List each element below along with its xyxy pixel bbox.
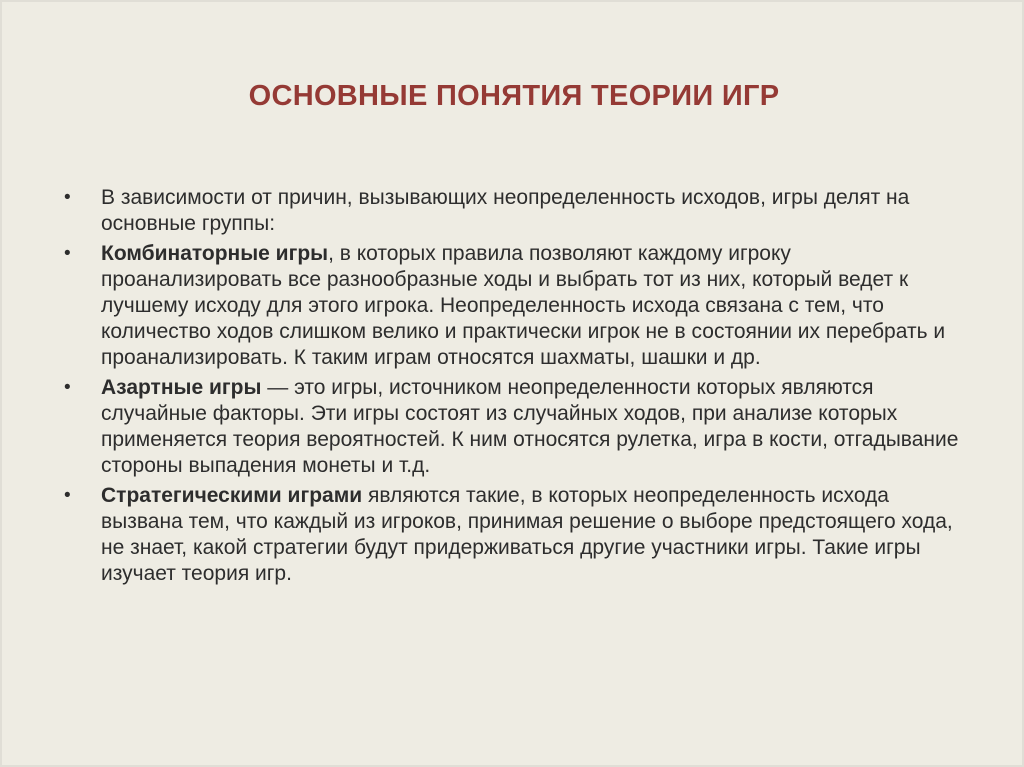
bullet-item-strategic [64, 483, 964, 587]
bullet-item-combinatorial [64, 241, 964, 371]
bullet-term: Комбинаторные игры [101, 242, 329, 265]
bullet-item-intro [64, 185, 964, 237]
bullet-text: , в которых правила позволяют каждому игроку проанализировать все разнообразные ходы и выбрать тот из них, который ведет к лучшему исходу для этого игрока. Неопределенность исхода связана с тем, что количество ходов слишком велико и практически игрок не в состоянии их перебрать и проанализировать. К таким играм относятся шахматы, шашки и др. [101, 242, 946, 369]
bullet-item-gambling [64, 375, 964, 479]
bullet-term: Стратегическими играми [101, 484, 363, 507]
bullet-marker: • [64, 187, 71, 208]
bullet-text: — это игры, источником неопределенности которых являются случайные факторы. Эти игры состоят из случайных ходов, при анализе которых применяется теория вероятностей. К ним относятся рулетка, игра в кости, отгадывание стороны выпадения монеты и т.д. [101, 376, 959, 477]
slide-title: ОСНОВНЫЕ ПОНЯТИЯ ТЕОРИИ ИГР [248, 80, 780, 112]
bullet-marker: • [64, 377, 71, 398]
bullet-marker: • [64, 485, 71, 506]
bullet-text: В зависимости от причин, вызывающих неопределенность исходов, игры делят на основные группы: [101, 186, 910, 235]
bullet-term: Азартные игры [101, 376, 262, 399]
bullet-text: являются такие, в которых неопределенность исхода вызвана тем, что каждый из игроков, принимая решение о выборе предстоящего хода, не знает, какой стратегии будут придерживаться другие участники игры. Такие игры изучает теория игр. [101, 484, 953, 585]
bullet-list [64, 185, 964, 591]
bullet-marker: • [64, 243, 71, 264]
